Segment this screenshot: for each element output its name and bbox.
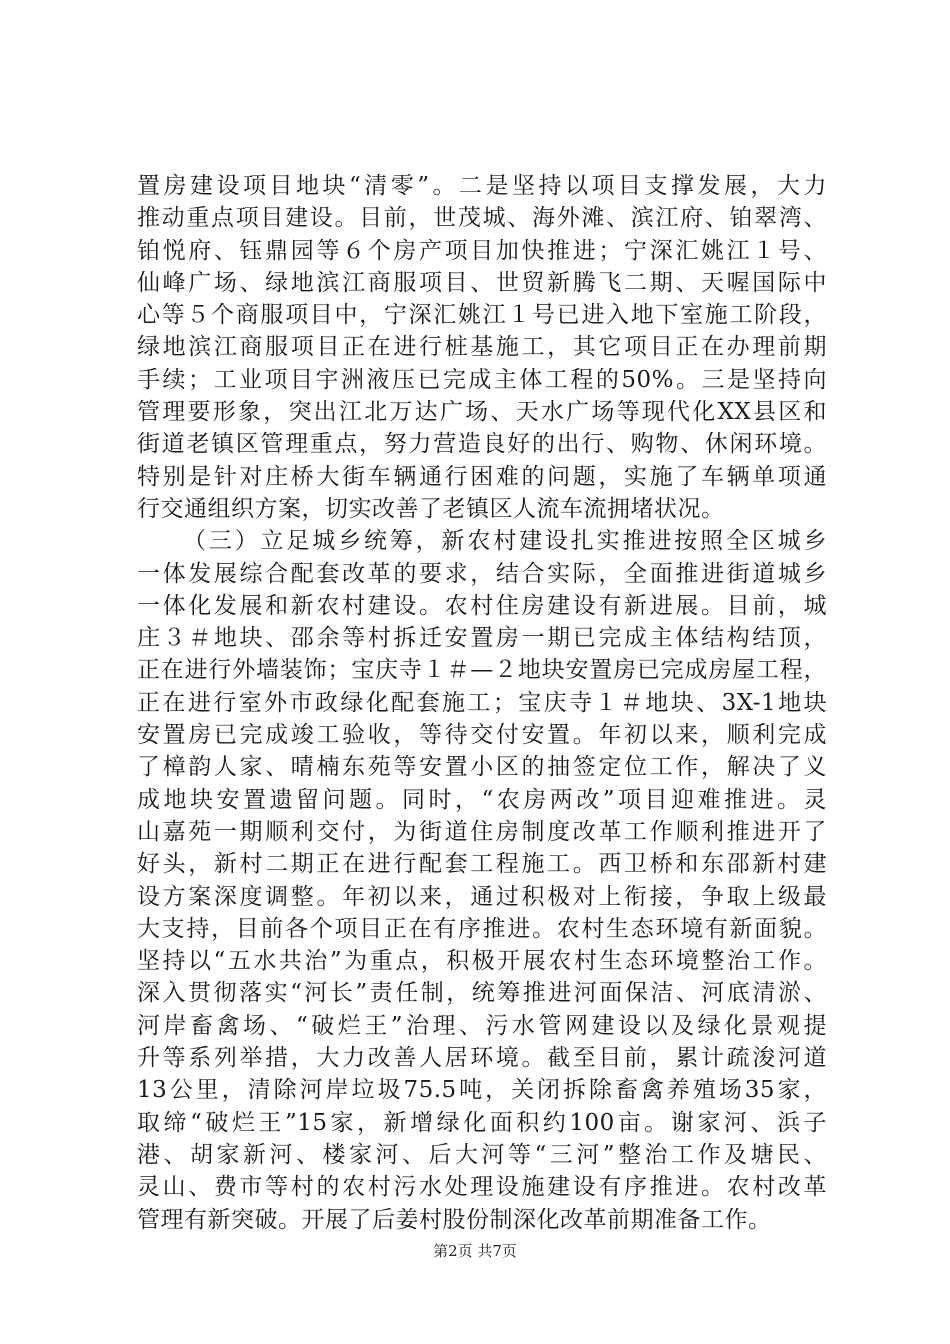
text-line: 推动重点项目建设。目前，世茂城、海外滩、滨江府、铂翠湾、 bbox=[137, 205, 827, 232]
text-line: 山嘉苑一期顺利交付，为街道住房制度改革工作顺利推进开了 bbox=[137, 818, 827, 845]
text-line: 成地块安置遗留问题。同时，“农房两改”项目迎难推进。灵 bbox=[137, 786, 827, 813]
text-line: 安置房已完成竣工验收，等待交付安置。年初以来，顺利完成 bbox=[137, 722, 827, 749]
text-line: 管理要形象，突出江北万达广场、天水广场等现代化XX县区和 bbox=[137, 399, 827, 426]
text-line: 正在进行外墙装饰；宝庆寺１＃—２地块安置房已完成房屋工程， bbox=[137, 657, 827, 684]
text-line: 了樟韵人家、晴楠东苑等安置小区的抽签定位工作，解决了义 bbox=[137, 754, 827, 781]
body-text bbox=[137, 170, 827, 1236]
text-line: 河岸畜禽场、“破烂王”治理、污水管网建设以及绿化景观提 bbox=[137, 1012, 827, 1039]
text-line: 置房建设项目地块“清零”。二是坚持以项目支撑发展，大力 bbox=[137, 173, 827, 199]
text-line: 大支持，目前各个项目正在有序推进。农村生态环境有新面貌。 bbox=[137, 915, 827, 942]
text-line: 港、胡家新河、楼家河、后大河等“三河”整治工作及塘民、 bbox=[137, 1141, 827, 1168]
text-line: 特别是针对庄桥大街车辆通行困难的问题，实施了车辆单项通 bbox=[137, 463, 827, 490]
text-line: 手续；工业项目宇洲液压已完成主体工程的50%。三是坚持向 bbox=[137, 366, 827, 393]
text-line: 街道老镇区管理重点，努力营造良好的出行、购物、休闲环境。 bbox=[137, 431, 827, 458]
text-line: 正在进行室外市政绿化配套施工；宝庆寺１＃地块、3X-1地块 bbox=[137, 689, 827, 716]
text-line: 仙峰广场、绿地滨江商服项目、世贸新腾飞二期、天喔国际中 bbox=[137, 269, 827, 296]
text-line: 一体发展综合配套改革的要求，结合实际，全面推进街道城乡 bbox=[137, 560, 827, 587]
text-line: 庄３＃地块、邵余等村拆迁安置房一期已完成主体结构结顶， bbox=[137, 625, 827, 652]
text-line: 好头，新村二期正在进行配套工程施工。西卫桥和东邵新村建 bbox=[137, 851, 827, 878]
text-line: 13公里，清除河岸垃圾75.5吨，关闭拆除畜禽养殖场35家， bbox=[137, 1077, 827, 1104]
text-line: 坚持以“五水共治”为重点，积极开展农村生态环境整治工作。 bbox=[137, 948, 827, 975]
text-line: 管理有新突破。开展了后姜村股份制深化改革前期准备工作。 bbox=[137, 1206, 772, 1233]
page-number-footer: 第2页 共7页 bbox=[433, 1242, 517, 1260]
text-line: 行交通组织方案，切实改善了老镇区人流车流拥堵状况。 bbox=[137, 495, 725, 522]
text-line: 心等５个商服项目中，宁深汇姚江１号已进入地下室施工阶段， bbox=[137, 302, 827, 329]
text-line: 深入贯彻落实“河长”责任制，统筹推进河面保洁、河底清淤、 bbox=[137, 980, 827, 1007]
text-line: 设方案深度调整。年初以来，通过积极对上衔接，争取上级最 bbox=[137, 883, 827, 910]
text-line: 灵山、费市等村的农村污水处理设施建设有序推进。农村改革 bbox=[137, 1174, 827, 1201]
text-line: 一体化发展和新农村建设。农村住房建设有新进展。目前，城 bbox=[137, 592, 827, 619]
section-heading-line: （三）立足城乡统筹，新农村建设扎实推进按照全区城乡 bbox=[183, 528, 827, 555]
text-line: 绿地滨江商服项目正在进行桩基施工，其它项目正在办理前期 bbox=[137, 334, 827, 361]
text-line: 取缔“破烂王”15家，新增绿化面积约100亩。谢家河、浜子 bbox=[137, 1109, 827, 1136]
text-line: 铂悦府、钰鼎园等６个房产项目加快推进；宁深汇姚江１号、 bbox=[137, 237, 827, 264]
text-line: 升等系列举措，大力改善人居环境。截至目前，累计疏浚河道 bbox=[137, 1045, 827, 1072]
